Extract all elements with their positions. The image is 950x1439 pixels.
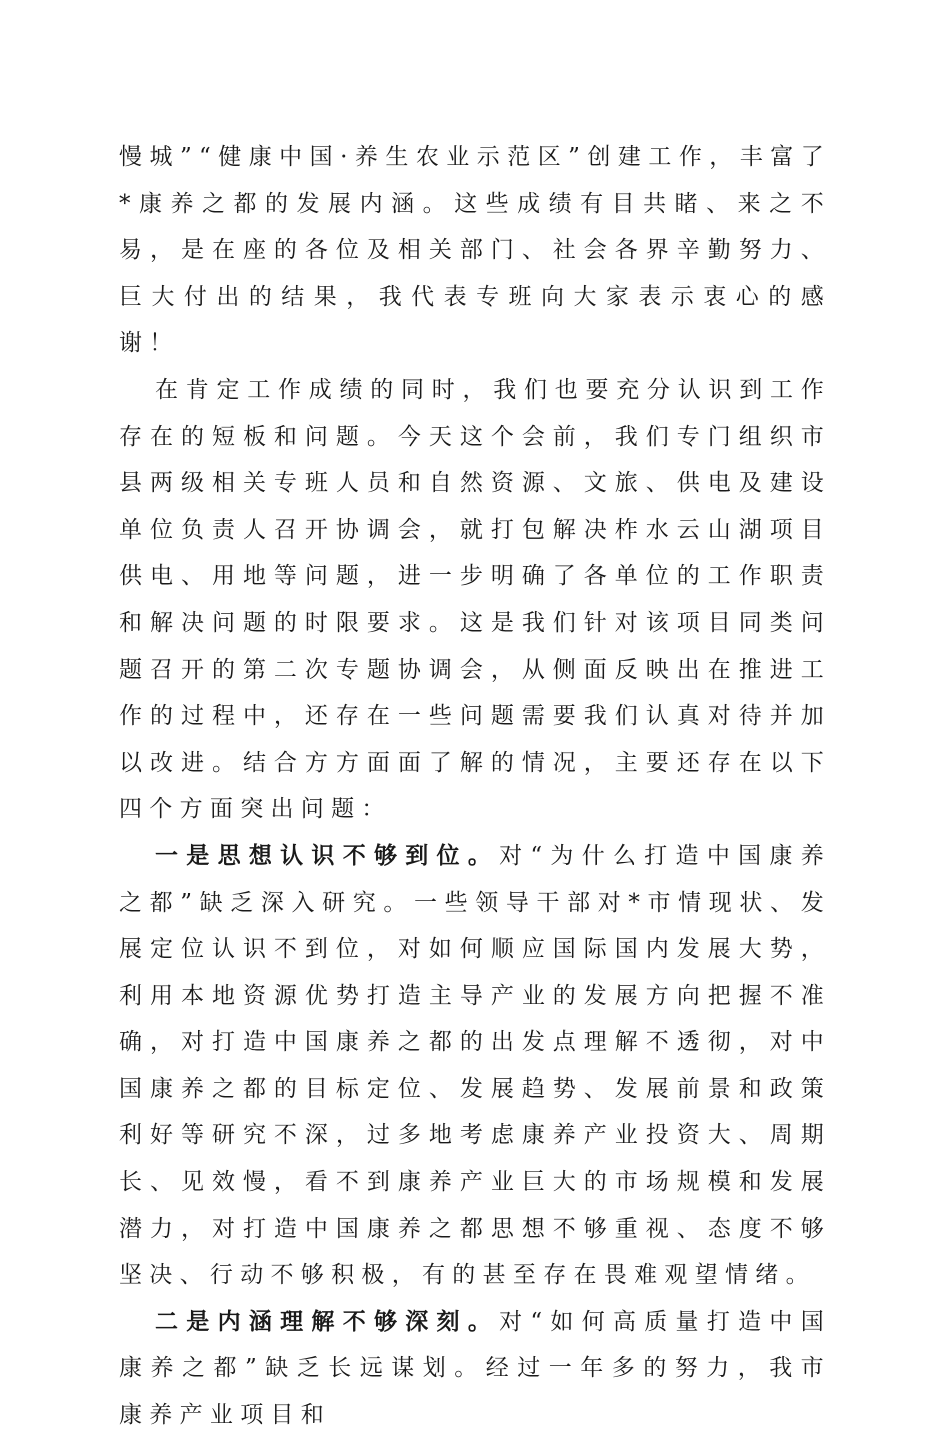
paragraph-text: 在肯定工作成绩的同时，我们也要充分认识到工作存在的短板和问题。今天这个会前，我们专门组织市县两级相关专班人员和自然资源、文旅、供电及建设单位负责人召开协调会，就打包解决柞水云山湖项目供电、用地等问题，进一步明确了各单位的工作职责和解决问题的时限要求。这是我们针对该项目同类问题召开的第二次专题协调会，从侧面反映出在推进工作的过程中，还存在一些问题需要我们认真对待并加以改进。结合方方面面了解的情况，主要还存在以下四个方面突出问题： xyxy=(119,376,831,823)
paragraph-problems-intro xyxy=(119,367,831,833)
paragraph-text: 慢城”“健康中国·养生农业示范区”创建工作，丰富了*康养之都的发展内涵。这些成绩有目共睹、来之不易，是在座的各位及相关部门、社会各界辛勤努力、巨大付出的结果，我代表专班向大家表示衷心的感谢！ xyxy=(119,144,831,357)
paragraph-text: 对“如何高质量打造中国康养之都”缺乏长远谋划。经过一年多的努力，我市康养产业项目和 xyxy=(119,1308,831,1429)
paragraph-heading: 二是内涵理解不够深刻。 xyxy=(155,1307,500,1335)
paragraph-heading: 一是思想认识不够到位。 xyxy=(155,841,500,869)
paragraph-text: 对“为什么打造中国康养之都”缺乏深入研究。一些领导干部对*市情现状、发展定位认识不到位，对如何顺应国际国内发展大势，利用本地资源优势打造主导产业的发展方向把握不准确，对打造中国康养之都的出发点理解不透彻，对中国康养之都的目标定位、发展趋势、发展前景和政策利好等研究不深，过多地考虑康养产业投资大、周期长、见效慢，看不到康养产业巨大的市场规模和发展潜力，对打造中国康养之都思想不够重视、态度不够坚决、行动不够积极，有的甚至存在畏难观望情绪。 xyxy=(119,842,831,1289)
document-page xyxy=(119,134,831,1439)
paragraph-continuation xyxy=(119,134,831,367)
paragraph-problem-two xyxy=(119,1299,831,1439)
paragraph-problem-one xyxy=(119,833,831,1299)
